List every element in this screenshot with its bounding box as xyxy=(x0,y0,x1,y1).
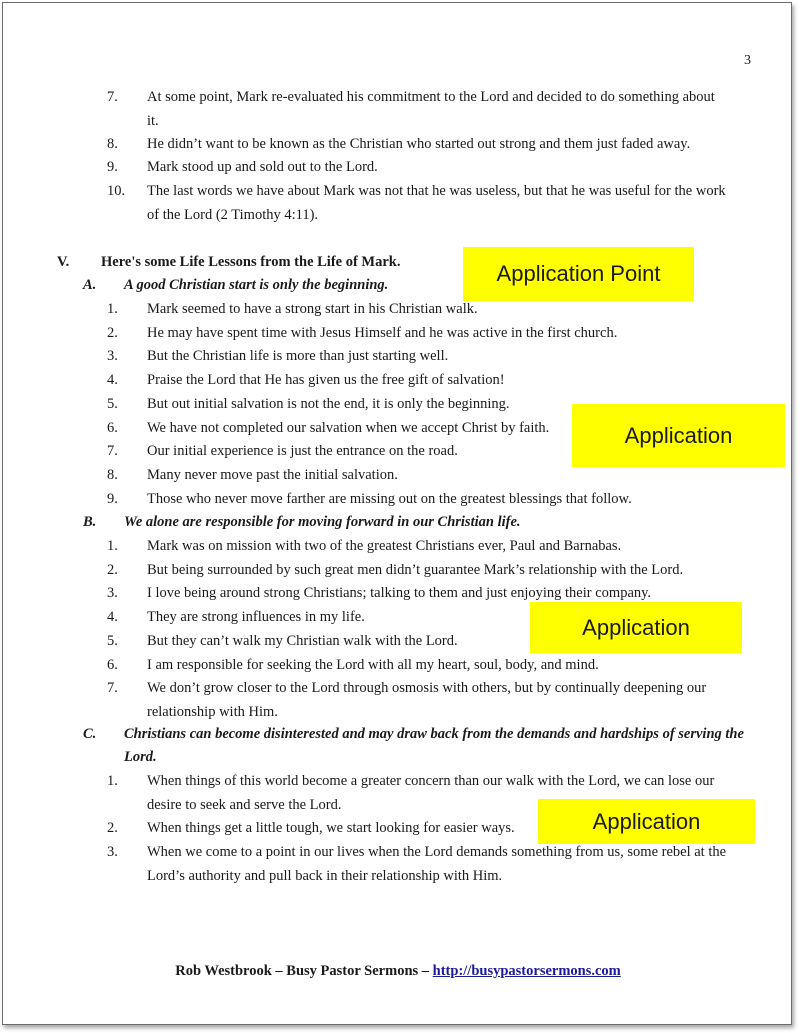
item-text: I am responsible for seeking the Lord with all my heart, soul, body, and mind. xyxy=(147,656,599,673)
item-number: 3. xyxy=(107,348,118,365)
item-number: 3. xyxy=(107,585,118,602)
item-text: They are strong influences in my life. xyxy=(147,609,365,626)
subsection-title: We alone are responsible for moving forward in our Christian life. xyxy=(124,514,521,530)
subsection-letter: C. xyxy=(83,726,97,742)
item-number: 3. xyxy=(107,844,118,861)
item-number: 8. xyxy=(107,466,118,483)
highlight-label: Application xyxy=(538,799,755,844)
item-text-cont: desire to seek and serve the Lord. xyxy=(147,796,342,813)
item-number: 1. xyxy=(107,301,118,317)
item-text-cont: it. xyxy=(147,113,159,129)
item-text-cont: relationship with Him. xyxy=(147,703,278,720)
item-number: 4. xyxy=(107,609,118,626)
subsection-title: A good Christian start is only the beginning. xyxy=(124,277,389,293)
item-text: When things get a little tough, we start looking for easier ways. xyxy=(147,820,515,837)
item-text: Our initial experience is just the entrance on the road. xyxy=(147,443,458,460)
item-text: Mark was on mission with two of the greatest Christians ever, Paul and Barnabas. xyxy=(147,538,622,554)
subsection-title: Christians can become disinterested and may draw back from the demands and hardships of serving the xyxy=(124,726,744,742)
item-text: But being surrounded by such great men didn’t guarantee Mark’s relationship with the Lord. xyxy=(147,561,684,578)
item-number: 1. xyxy=(107,773,118,789)
item-number: 4. xyxy=(107,372,118,389)
item-number: 7. xyxy=(107,680,118,697)
item-number: 5. xyxy=(107,395,118,412)
section-title: Here's some Life Lessons from the Life of Mark. xyxy=(101,254,401,270)
item-text: Many never move past the initial salvation. xyxy=(147,466,398,483)
item-text: When we come to a point in our lives when the Lord demands something from us, some rebel at the xyxy=(147,844,727,861)
item-number: 5. xyxy=(107,632,118,649)
section-numeral: V. xyxy=(57,254,70,270)
subsection-letter: B. xyxy=(83,514,97,530)
item-text: But they can’t walk my Christian walk with the Lord. xyxy=(147,632,458,649)
item-number: 2. xyxy=(107,324,118,341)
item-number: 6. xyxy=(107,656,118,673)
item-text-cont: Lord’s authority and pull back in their relationship with Him. xyxy=(147,867,503,884)
page-number: 3 xyxy=(744,53,751,68)
subsection-letter: A. xyxy=(83,277,97,293)
item-text: I love being around strong Christians; talking to them and just enjoying their company. xyxy=(147,585,652,602)
item-text: He may have spent time with Jesus Himself and he was active in the first church. xyxy=(147,324,618,341)
footer-author: Rob Westbrook – Busy Pastor Sermons – xyxy=(175,963,433,979)
subsection-title-cont: Lord. xyxy=(124,749,157,765)
item-number: 2. xyxy=(107,820,118,837)
footer xyxy=(3,963,793,980)
item-text: The last words we have about Mark was not that he was useless, but that he was useful for the work xyxy=(147,183,726,199)
item-number: 1. xyxy=(107,538,118,554)
item-number: 8. xyxy=(107,136,118,152)
item-text: At some point, Mark re-evaluated his commitment to the Lord and decided to do something about xyxy=(147,89,715,105)
item-number: 6. xyxy=(107,419,118,436)
item-text: But the Christian life is more than just starting well. xyxy=(147,348,449,365)
item-number: 9. xyxy=(107,490,118,507)
item-text: When things of this world become a greater concern than our walk with the Lord, we can lose our xyxy=(147,773,715,789)
item-text: He didn’t want to be known as the Christian who started out strong and them just faded away. xyxy=(147,136,691,152)
highlight-label: Application xyxy=(572,404,785,467)
highlight-label: Application Point xyxy=(463,247,694,301)
item-text: Those who never move farther are missing out on the greatest blessings that follow. xyxy=(147,490,632,507)
document-page xyxy=(2,2,792,1025)
item-number: 10. xyxy=(107,183,126,199)
item-text: We have not completed our salvation when we accept Christ by faith. xyxy=(147,419,550,436)
footer-link[interactable]: http://busypastorsermons.com xyxy=(432,963,621,979)
item-text: But out initial salvation is not the end, it is only the beginning. xyxy=(147,395,510,412)
item-text: Praise the Lord that He has given us the free gift of salvation! xyxy=(147,372,505,389)
item-text: We don’t grow closer to the Lord through osmosis with others, but by continually deepening our xyxy=(147,680,707,697)
item-number: 7. xyxy=(107,443,118,460)
item-text-cont: of the Lord (2 Timothy 4:11). xyxy=(147,207,319,223)
item-number: 7. xyxy=(107,89,118,105)
item-text: Mark stood up and sold out to the Lord. xyxy=(147,159,378,175)
item-number: 2. xyxy=(107,561,118,578)
item-number: 9. xyxy=(107,159,118,175)
item-text: Mark seemed to have a strong start in his Christian walk. xyxy=(147,301,478,317)
highlight-label: Application xyxy=(530,602,742,653)
